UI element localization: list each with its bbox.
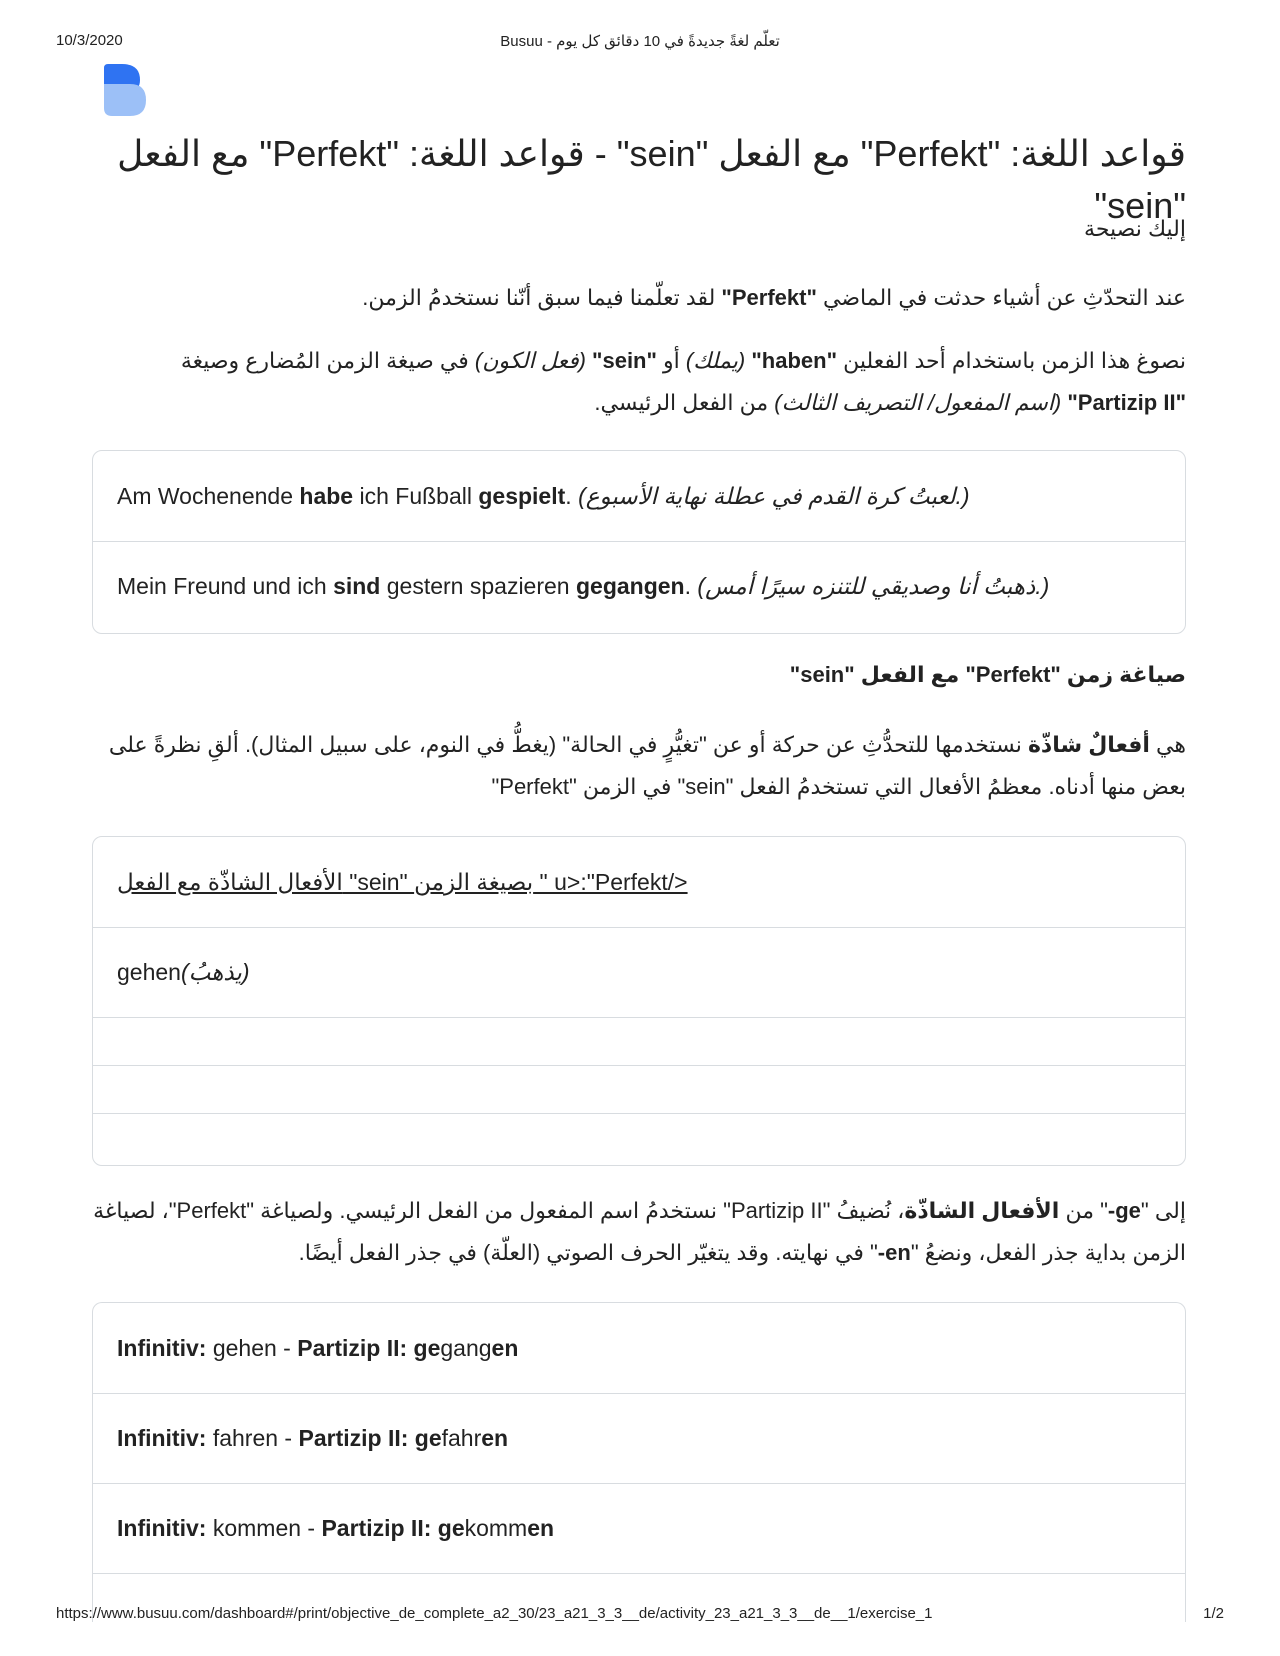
busuu-logo-icon — [100, 64, 150, 120]
irregular-verb-row — [93, 927, 1185, 1017]
participle-row — [93, 1483, 1185, 1573]
s3-d: الأفعال الشاذّة — [904, 1198, 1060, 1223]
inf-label: Infinitiv: — [117, 1425, 207, 1451]
empty-row — [93, 1017, 1185, 1065]
ex-f: (ذهبتُ أنا وصديقي للتنزه سيرًا أمس.) — [697, 573, 1050, 599]
intro-paragraph-2 — [92, 340, 1186, 424]
inf-label: Infinitiv: — [117, 1515, 207, 1541]
intro-p2-c: (يملك) — [685, 348, 752, 373]
print-page-number: 1/2 — [1203, 1605, 1224, 1622]
part-label: Partizip II: — [297, 1334, 408, 1361]
inf-value: fahren - — [206, 1425, 299, 1451]
print-date: 10/3/2020 — [56, 32, 123, 49]
intro-p1-a: عند التحدّثِ عن أشياء حدثت في الماضي — [816, 285, 1186, 310]
irregular-verbs-header — [93, 837, 1185, 927]
section2-paragraph — [92, 724, 1186, 808]
example-row — [93, 541, 1185, 631]
s2-c: نستخدمها للتحدُّثِ عن حركة أو عن "تغيُّرٍ في الحالة" (يغطُّ في النوم، على سبيل المثال). ألقِ نظرةً على بعض منها أدناه. معظمُ الأفعال التي تستخدمُ الفعل "sein" في الزمن "Perfekt" — [108, 732, 1186, 799]
ex-c: ich Fußball — [353, 482, 479, 509]
verb-meaning: (يذهبُ) — [180, 959, 250, 985]
irregular-header-text: الأفعال الشاذّة مع الفعل "sein" بصيغة الزمن " u>:"Perfekt/> — [117, 868, 688, 895]
part-prefix: ge — [431, 1515, 465, 1541]
part-label: Partizip II: — [321, 1515, 432, 1541]
s3-e: ، نُضيفُ "Partizip II" نستخدمُ اسم المفعول من الفعل الرئيسي. ولصياغة "Perfekt"، لصياغة الزمن بداية جذر الفعل، ونضعُ " — [93, 1198, 1186, 1265]
print-title: Busuu - تعلّم لغةً جديدةً في 10 دقائق كل يوم — [500, 33, 780, 50]
intro-p2-e: "sein" — [592, 348, 657, 373]
intro-p2-h: "Partizip II" — [1067, 390, 1186, 415]
ex-e: . — [565, 482, 579, 509]
participle-text — [117, 1425, 508, 1452]
part-label: Partizip II: — [298, 1425, 409, 1451]
intro-paragraph-1 — [92, 278, 1186, 318]
inf-value: kommen - — [206, 1515, 322, 1541]
intro-p2-a: نصوغ هذا الزمن باستخدام أحد الفعلين — [837, 348, 1186, 373]
part-stem: komm — [464, 1515, 528, 1541]
part-suffix: en — [491, 1334, 519, 1361]
participle-text — [117, 1335, 518, 1362]
participles-card — [92, 1302, 1186, 1622]
page-heading: قواعد اللغة: "Perfekt" مع الفعل "sein" - قواعد اللغة: "Perfekt" مع الفعل "sein" — [117, 133, 1186, 226]
ex-a: Am Wochenende — [117, 482, 300, 509]
part-suffix: en — [527, 1515, 555, 1541]
section3-paragraph — [92, 1190, 1186, 1274]
intro-p2-i: (اسم المفعول/ التصريف الثالث) — [774, 390, 1068, 415]
inf-value: gehen - — [206, 1334, 298, 1361]
ex-e: . — [684, 573, 698, 599]
intro-p1-c: لقد تعلّمنا فيما سبق أنّنا نستخدمُ الزمن. — [362, 285, 722, 310]
ex-c: gestern spazieren — [380, 573, 576, 599]
s3-g: " في نهايته. وقد يتغيّر الحرف الصوتي (العلّة) في جذر الفعل أيضًا. — [298, 1240, 878, 1265]
s3-b: ge- — [1107, 1198, 1141, 1223]
section-heading: صياغة زمن "Perfekt" مع الفعل "sein" — [789, 662, 1186, 687]
empty-row — [93, 1065, 1185, 1113]
part-prefix: ge — [407, 1334, 441, 1361]
participle-row — [93, 1393, 1185, 1483]
empty-row — [93, 1113, 1185, 1161]
example-row — [93, 451, 1185, 541]
ex-d: gespielt — [478, 482, 566, 509]
examples-card — [92, 450, 1186, 634]
participle-text — [117, 1515, 554, 1542]
intro-p2-g: في صيغة الزمن المُضارع وصيغة — [180, 348, 475, 373]
ex-b: habe — [299, 482, 354, 509]
s3-f: en- — [877, 1240, 911, 1265]
example-text — [117, 483, 970, 510]
example-text — [117, 573, 1049, 600]
part-prefix: ge — [408, 1425, 442, 1451]
tip-label: إليك نصيحة — [1084, 216, 1186, 241]
participle-row — [93, 1303, 1185, 1393]
intro-p1-b: "Perfekt" — [721, 285, 817, 310]
s3-c: " من — [1059, 1198, 1108, 1223]
intro-p2-j: من الفعل الرئيسي. — [594, 390, 775, 415]
s3-a: إلى " — [1140, 1198, 1186, 1223]
intro-p2-f: (فعل الكون) — [474, 348, 593, 373]
print-url-link[interactable]: https://www.busuu.com/dashboard#/print/objective_de_complete_a2_30/23_a21_3_3__de/activity_23_a21_3_3__de__1/exercise_1 — [56, 1605, 933, 1622]
verb-text: gehen — [117, 959, 181, 985]
part-stem: fahr — [441, 1425, 482, 1451]
ex-b: sind — [333, 573, 381, 599]
s2-b: أفعالٌ شاذّة — [1027, 732, 1150, 757]
inf-label: Infinitiv: — [117, 1334, 207, 1361]
ex-a: Mein Freund und ich — [117, 573, 334, 599]
ex-d: gegangen — [575, 573, 685, 599]
intro-p2-b: "haben" — [751, 348, 838, 373]
part-suffix: en — [481, 1425, 509, 1451]
part-stem: gang — [440, 1334, 492, 1361]
irregular-verbs-card — [92, 836, 1186, 1166]
ex-f: (لعبتُ كرة القدم في عطلة نهاية الأسبوع.) — [578, 482, 970, 509]
intro-p2-d: أو — [656, 348, 686, 373]
s2-a: هي — [1149, 732, 1186, 757]
